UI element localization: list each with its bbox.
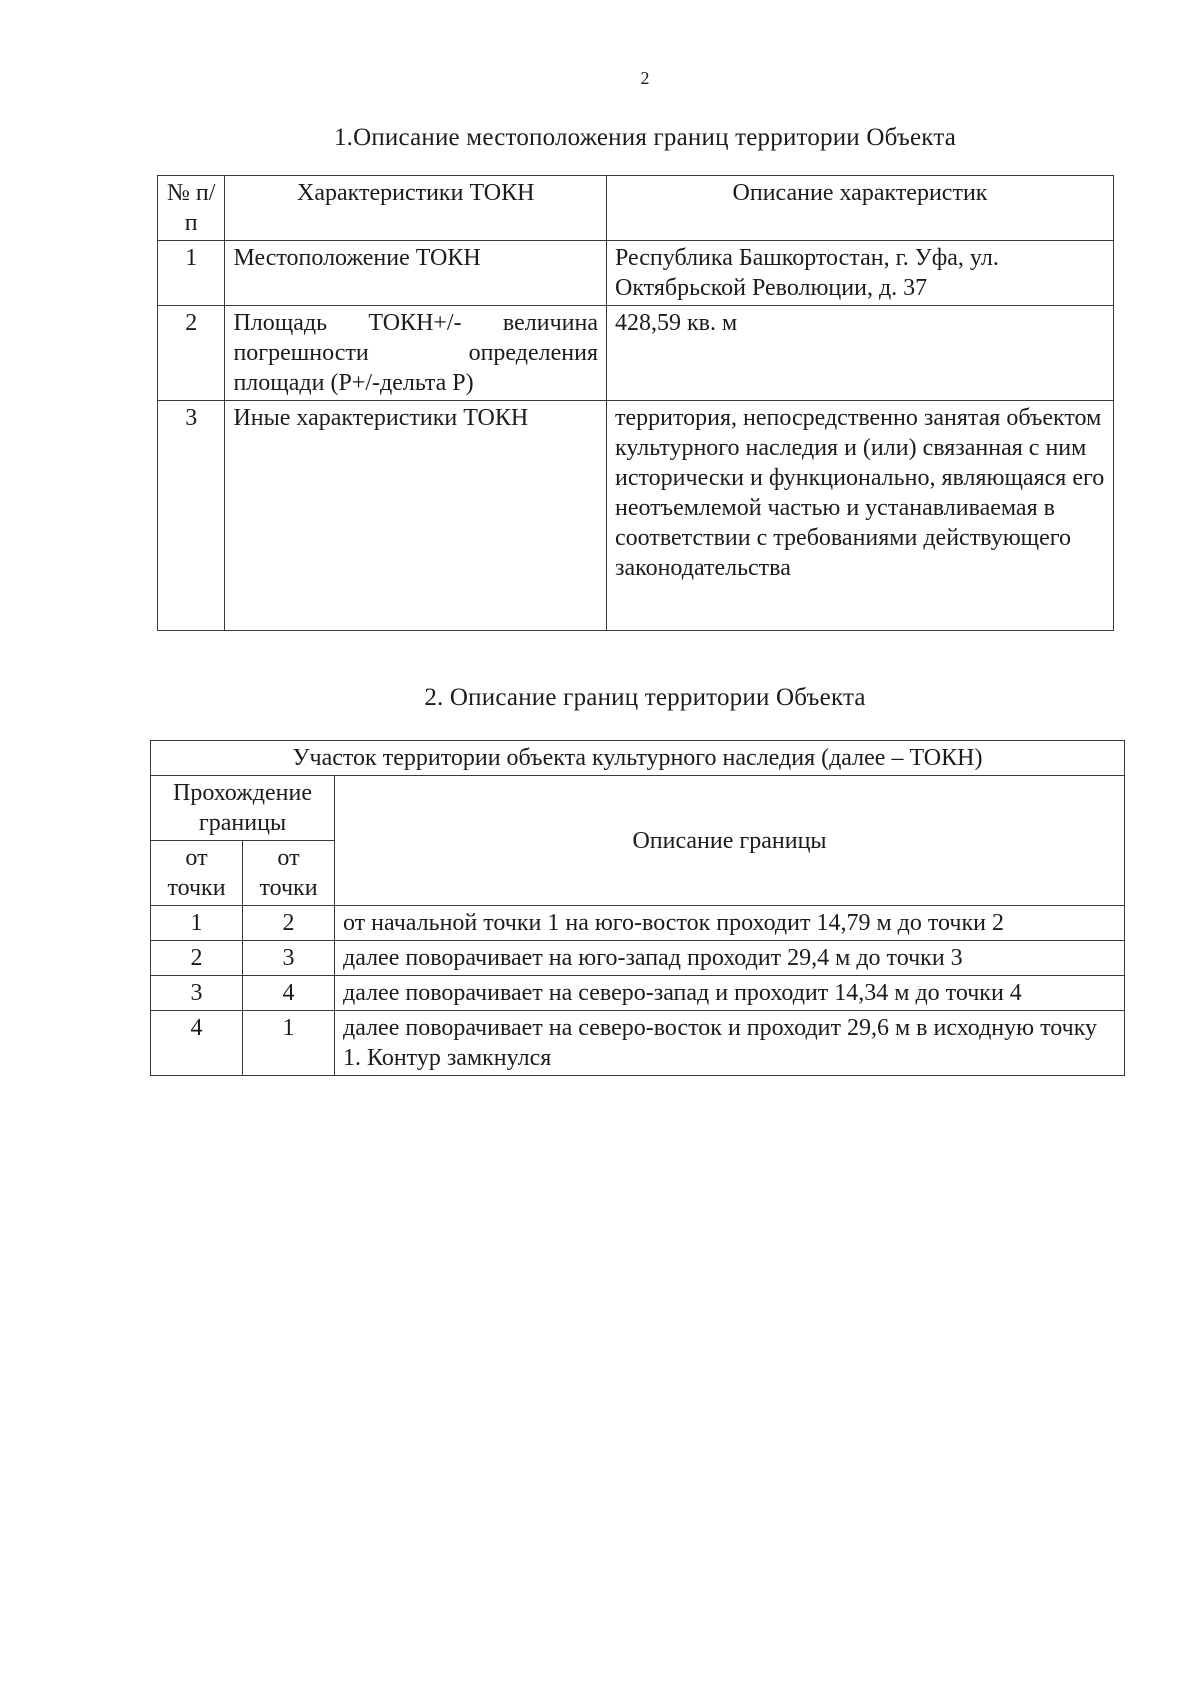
row-from-point: 3: [151, 976, 243, 1011]
table-row: [151, 906, 1125, 941]
row-number: 1: [158, 241, 225, 306]
territory-characteristics-table: [157, 175, 1114, 631]
column-header-to-point: от точки: [243, 841, 335, 906]
table-row: [151, 976, 1125, 1011]
page-number: 2: [640, 68, 650, 88]
column-header-number: № п/п: [158, 176, 225, 241]
column-header-characteristic: Характеристики ТОКН: [225, 176, 607, 241]
row-boundary-description: далее поворачивает на северо-восток и проходит 29,6 м в исходную точку 1. Контур замкнулся: [335, 1011, 1125, 1076]
row-to-point: 2: [243, 906, 335, 941]
column-header-boundary-description: Описание границы: [335, 776, 1125, 906]
row-number: 2: [158, 306, 225, 401]
column-header-from-point: от точки: [151, 841, 243, 906]
column-header-description: Описание характеристик: [607, 176, 1114, 241]
row-description: Республика Башкортостан, г. Уфа, ул. Октябрьской Революции, д. 37: [607, 241, 1114, 306]
row-from-point: 4: [151, 1011, 243, 1076]
row-to-point: 3: [243, 941, 335, 976]
table-caption-row: [151, 741, 1125, 776]
table-row: [158, 241, 1114, 306]
row-number: 3: [158, 401, 225, 631]
section-2-title: 2. Описание границ территории Объекта: [424, 684, 866, 711]
row-to-point: 4: [243, 976, 335, 1011]
row-boundary-description: далее поворачивает на северо-запад и проходит 14,34 м до точки 4: [335, 976, 1125, 1011]
row-boundary-description: от начальной точки 1 на юго-восток проходит 14,79 м до точки 2: [335, 906, 1125, 941]
row-from-point: 2: [151, 941, 243, 976]
row-description: территория, непосредственно занятая объектом культурного наследия и (или) связанная с ним исторически и функционально, являющаяся его неотъемлемой частью и устанавливаемая в соответствии с требованиями действующего законодательства: [607, 401, 1114, 631]
boundary-description-table: [150, 740, 1125, 1076]
table-row: [151, 941, 1125, 976]
table-header-row: [151, 776, 1125, 841]
table-row: [158, 401, 1114, 631]
column-header-passage: Прохождение границы: [151, 776, 335, 841]
row-to-point: 1: [243, 1011, 335, 1076]
row-characteristic: Иные характеристики ТОКН: [225, 401, 607, 631]
table-caption: Участок территории объекта культурного наследия (далее – ТОКН): [151, 741, 1125, 776]
row-characteristic: Местоположение ТОКН: [225, 241, 607, 306]
row-boundary-description: далее поворачивает на юго-запад проходит 29,4 м до точки 3: [335, 941, 1125, 976]
row-from-point: 1: [151, 906, 243, 941]
row-characteristic: Площадь ТОКН+/- величина погрешности определения площади (Р+/-дельта Р): [225, 306, 607, 401]
row-description: 428,59 кв. м: [607, 306, 1114, 401]
table-row: [151, 1011, 1125, 1076]
table-header-row: [158, 176, 1114, 241]
table-row: [158, 306, 1114, 401]
section-1-title: 1.Описание местоположения границ территории Объекта: [333, 124, 957, 151]
